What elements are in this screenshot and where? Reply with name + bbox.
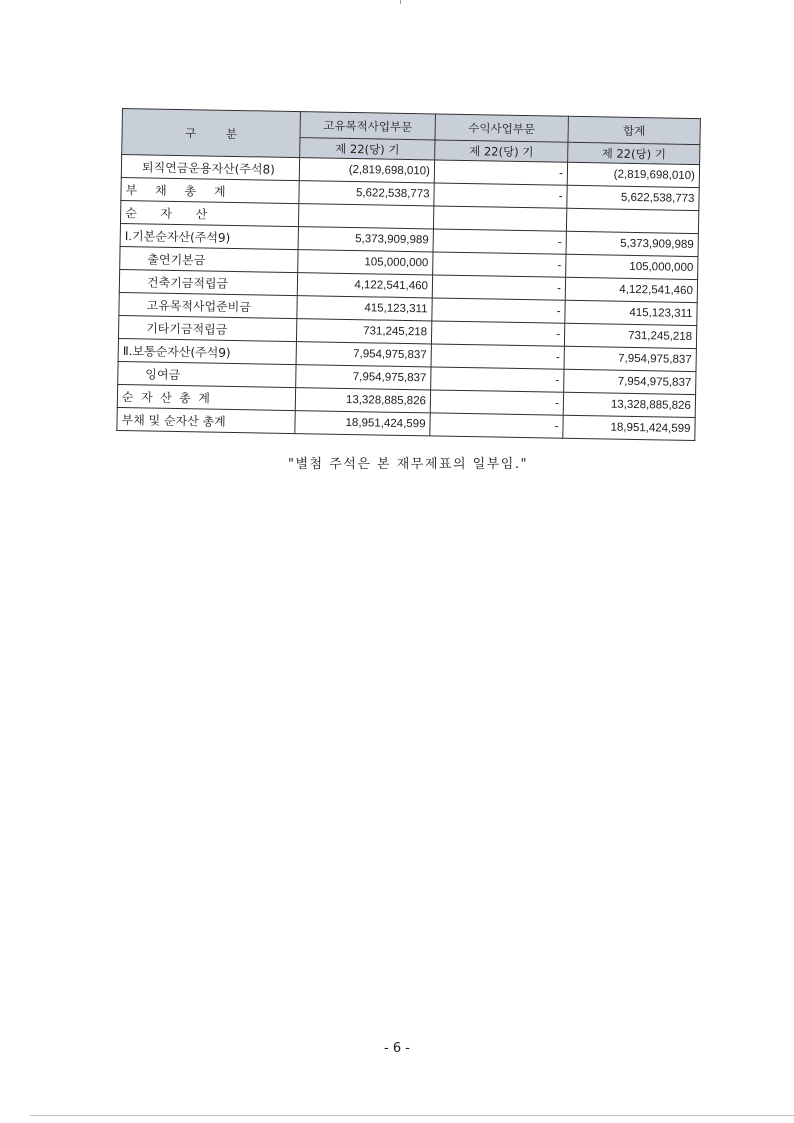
cell-own-purpose: 415,123,311 (297, 296, 432, 321)
row-label: Ⅱ.보통순자산(주석9) (118, 338, 296, 364)
row-label: 고유목적사업준비금 (119, 292, 297, 318)
cell-total: 18,951,424,599 (563, 415, 695, 440)
scan-mark (400, 0, 401, 4)
row-label: 부채 및 순자산 총계 (117, 407, 295, 433)
cell-own-purpose: 105,000,000 (298, 250, 433, 275)
cell-total: 7,954,975,837 (564, 369, 696, 394)
cell-total: 4,122,541,460 (565, 277, 697, 302)
row-label-cell (121, 177, 299, 203)
cell-own-purpose: 7,954,975,837 (296, 342, 431, 367)
cell-own-purpose: 5,622,538,773 (299, 181, 434, 206)
cell-total (566, 208, 698, 233)
cell-total: 7,954,975,837 (564, 346, 696, 371)
cell-revenue: - (433, 229, 566, 254)
header-category-cell (122, 109, 301, 158)
header-own-purpose-business: 고유목적사업부문 (300, 112, 435, 140)
row-label: 출연기본금 (120, 246, 298, 272)
cell-total: 415,123,311 (565, 300, 697, 325)
cell-own-purpose: 4,122,541,460 (297, 273, 432, 298)
cell-total: 5,373,909,989 (566, 231, 698, 256)
financial-position-table (116, 108, 701, 441)
cell-total: 731,245,218 (564, 323, 696, 348)
table-body (117, 155, 700, 441)
cell-own-purpose: 18,951,424,599 (295, 411, 430, 436)
cell-revenue: - (434, 160, 567, 185)
row-label: Ⅰ.기본순자산(주석9) (120, 223, 298, 249)
cell-revenue: - (431, 344, 564, 369)
cell-revenue: - (430, 413, 563, 438)
cell-total: (2,819,698,010) (567, 162, 699, 187)
cell-revenue: - (430, 390, 563, 415)
row-label-cell (120, 200, 298, 226)
row-label: 기타기금적립금 (118, 315, 296, 341)
header-total: 합계 (568, 116, 700, 144)
cell-own-purpose: 5,373,909,989 (298, 227, 433, 252)
header-period-total: 제 22(당) 기 (568, 142, 700, 164)
row-label: 부 채 총 계 (125, 182, 226, 199)
cell-revenue: - (433, 252, 566, 277)
cell-total: 5,622,538,773 (567, 185, 699, 210)
cell-revenue: - (431, 321, 564, 346)
cell-own-purpose: 13,328,885,826 (295, 388, 430, 413)
cell-revenue (433, 206, 566, 231)
cell-total: 13,328,885,826 (563, 392, 695, 417)
cell-revenue: - (432, 275, 565, 300)
row-label: 건축기금적립금 (119, 269, 297, 295)
footnote: "별첨 주석은 본 재무제표의 일부임." (288, 457, 528, 472)
cell-own-purpose (298, 204, 433, 229)
row-label-cell (117, 384, 295, 410)
scan-edge-line (30, 1115, 794, 1116)
row-label: 퇴직연금운용자산(주석8) (121, 155, 299, 181)
header-period-revenue: 제 22(당) 기 (435, 140, 568, 162)
row-label: 잉여금 (118, 361, 296, 387)
row-label: 순 자 산 총 계 (121, 389, 211, 406)
cell-own-purpose: 7,954,975,837 (296, 365, 431, 390)
cell-revenue: - (431, 367, 564, 392)
header-period-own-purpose: 제 22(당) 기 (300, 138, 435, 160)
cell-revenue: - (434, 183, 567, 208)
cell-revenue: - (432, 298, 565, 323)
cell-own-purpose: 731,245,218 (296, 319, 431, 344)
cell-total: 105,000,000 (566, 254, 698, 279)
row-label: 순 자 산 (125, 205, 208, 222)
header-revenue-business: 수익사업부문 (435, 114, 568, 142)
page-number: - 6 - (384, 1041, 410, 1056)
header-category-label: 구 분 (184, 125, 238, 141)
cell-own-purpose: (2,819,698,010) (299, 158, 434, 183)
